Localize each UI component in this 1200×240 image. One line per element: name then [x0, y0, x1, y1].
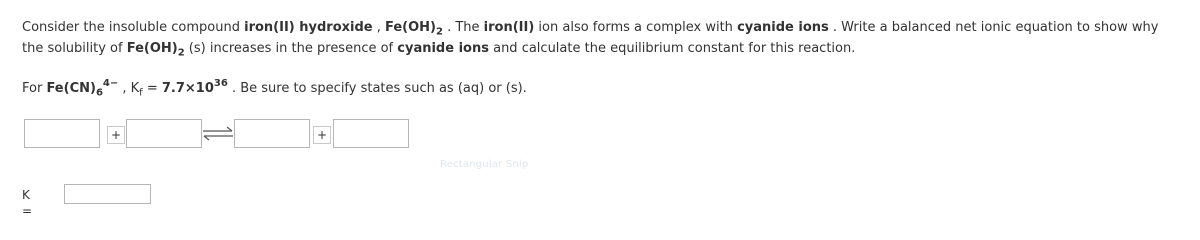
kf-mantissa: 7.7×10	[161, 81, 214, 96]
kf-text: =	[142, 81, 162, 96]
question-text-part: and calculate the equilibrium constant for this reaction.	[488, 41, 856, 56]
complex-formula	[46, 77, 119, 99]
kf-value	[161, 77, 228, 96]
compound-formula	[126, 41, 185, 59]
product-1-input[interactable]	[234, 119, 310, 148]
kf-text: For	[22, 81, 47, 96]
question-text-part: . The	[442, 20, 484, 35]
reactant-1-input[interactable]	[24, 119, 100, 148]
k-label: K =	[22, 188, 33, 218]
plus-sign: +	[313, 126, 331, 144]
kf-symbol: , K	[118, 81, 140, 96]
product-2-input[interactable]	[333, 119, 409, 148]
ligand-name: cyanide ions	[737, 20, 829, 35]
formation-constant-line	[22, 77, 527, 99]
compound-name: iron(II) hydroxide	[244, 20, 373, 35]
formula-subscript: 6	[95, 87, 103, 99]
snip-overlay-label: Rectangular Snip	[440, 159, 529, 170]
plus-sign: +	[107, 126, 125, 144]
question-text	[22, 17, 1182, 59]
question-text-part: ,	[372, 20, 385, 35]
question-text-part: ion also forms a complex with	[534, 20, 738, 35]
k-input[interactable]	[64, 184, 151, 204]
formula-subscript: 2	[435, 26, 443, 38]
kf-instructions: . Be sure to specify states such as (aq) or (s).	[227, 81, 527, 96]
question-text-part: (s) increases in the presence of	[184, 41, 398, 56]
equilibrium-arrow-icon	[202, 125, 234, 143]
question-text-part: . Write a balanced net ionic equation to show why the solubility of	[22, 20, 1159, 56]
ion-name: iron(II)	[483, 20, 535, 35]
formula-text: Fe(OH)	[126, 41, 178, 56]
reactant-2-input[interactable]	[126, 119, 202, 148]
question-text-part: Consider the insoluble compound	[22, 20, 245, 35]
formula-charge: 4−	[102, 77, 119, 89]
compound-formula	[385, 20, 443, 38]
ligand-name: cyanide ions	[397, 41, 489, 56]
formula-text: Fe(OH)	[385, 20, 436, 35]
kf-exponent: 36	[213, 77, 228, 89]
formula-subscript: 2	[177, 47, 185, 59]
formula-text: Fe(CN)	[46, 81, 96, 96]
kf-subscript: f	[139, 87, 143, 99]
